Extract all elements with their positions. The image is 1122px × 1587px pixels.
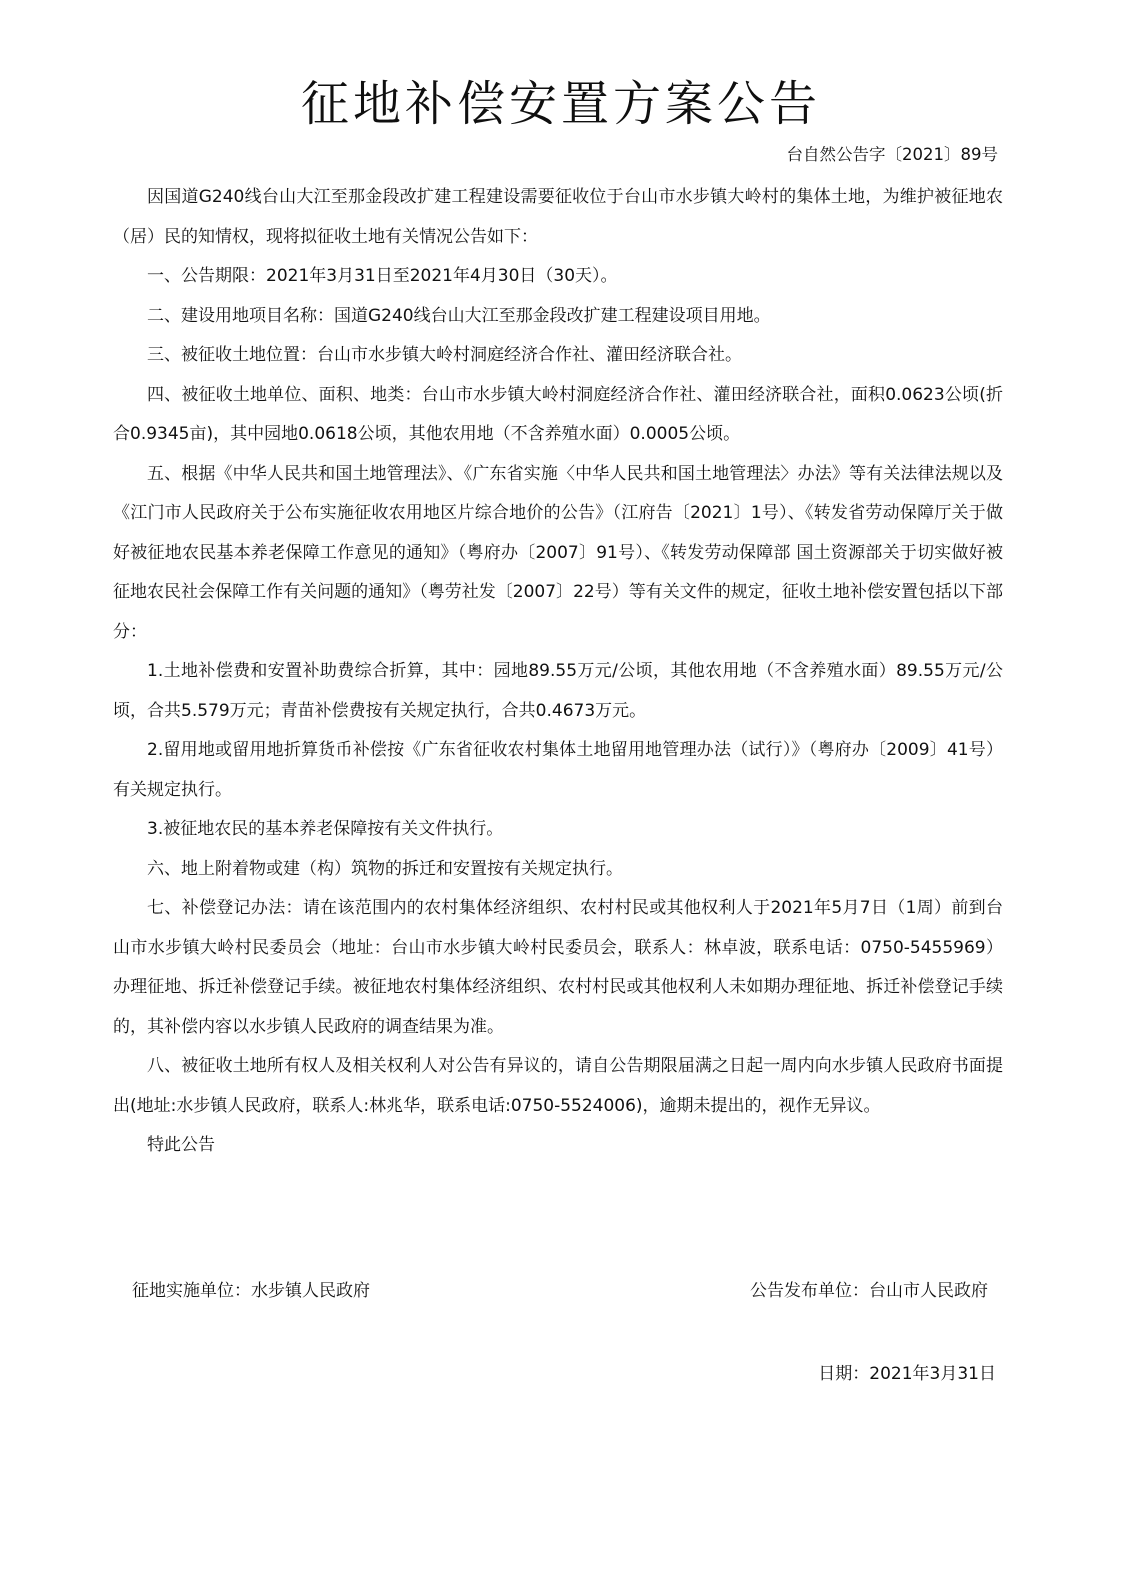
- paragraph-closing: 特此公告: [147, 1135, 215, 1155]
- intro-paragraph: 因国道G240线台山大江至那金段改扩建工程建设需要征收位于台山市水步镇大岭村的集体土地，为维护被征地农（居）民的知情权，现将拟征收土地有关情况公告如下：: [113, 187, 1003, 247]
- document-number: 台自然公告字〔2021〕89号: [786, 145, 998, 164]
- paragraph-item-3: 3.被征地农民的基本养老保障按有关文件执行。: [147, 819, 504, 839]
- paragraph-notice-period: 一、公告期限：2021年3月31日至2021年4月30日（30天）。: [147, 266, 618, 286]
- publishing-unit: 公告发布单位：台山市人民政府: [750, 1281, 988, 1301]
- paragraph-item-2: 2.留用地或留用地折算货币补偿按《广东省征收农村集体土地留用地管理办法（试行）》（粤府办〔2009〕41号）有关规定执行。: [113, 740, 1003, 800]
- document-date: 日期：2021年3月31日: [818, 1364, 996, 1384]
- document-body: [113, 178, 1003, 1166]
- paragraph-land-area: 四、被征收土地单位、面积、地类：台山市水步镇大岭村洞庭经济合作社、灌田经济联合社，面积0.0623公顷(折合0.9345亩)，其中园地0.0618公顷，其他农用地（不含养殖水面）0.0005公顷。: [113, 384, 1003, 444]
- paragraph-registration: 七、补偿登记办法：请在该范围内的农村集体经济组织、农村村民或其他权利人于2021年5月7日（1周）前到台山市水步镇大岭村民委员会（地址：台山市水步镇大岭村民委员会，联系人：林卓波，联系电话：0750-5455969）办理征地、拆迁补偿登记手续。被征地农村集体经济组织、农村村民或其他权利人未如期办理征地、拆迁补偿登记手续的，其补偿内容以水步镇人民政府的调查结果为准。: [113, 898, 1003, 1037]
- paragraph-project-name: 二、建设用地项目名称：国道G240线台山大江至那金段改扩建工程建设项目用地。: [147, 305, 771, 326]
- document-title: 征地补偿安置方案公告: [300, 76, 821, 132]
- paragraph-item-1: 1.土地补偿费和安置补助费综合折算，其中：园地89.55万元/公顷，其他农用地（不含养殖水面）89.55万元/公顷，合共5.579万元；青苗补偿费按有关规定执行，合共0.4673万元。: [113, 661, 1003, 721]
- paragraph-relocation: 六、地上附着物或建（构）筑物的拆迁和安置按有关规定执行。: [147, 858, 623, 879]
- paragraph-objection: 八、被征收土地所有权人及相关权利人对公告有异议的，请自公告期限届满之日起一周内向水步镇人民政府书面提出(地址:水步镇人民政府，联系人:林兆华，联系电话:0750-5524006)，逾期未提出的，视作无异议。: [113, 1056, 1003, 1116]
- implementing-unit: 征地实施单位：水步镇人民政府: [132, 1281, 370, 1301]
- paragraph-legal-basis: 五、根据《中华人民共和国土地管理法》、《广东省实施〈中华人民共和国土地管理法〉办法》等有关法律法规以及《江门市人民政府关于公布实施征收农用地区片综合地价的公告》（江府告〔2021〕1号）、《转发省劳动保障厅关于做好被征地农民基本养老保障工作意见的通知》（粤府办〔2007〕91号）、《转发劳动保障部 国土资源部关于切实做好被征地农民社会保障工作有关问题的通知》（粤劳社发〔2007〕22号）等有关文件的规定，征收土地补偿安置包括以下部分：: [113, 463, 1003, 642]
- paragraph-land-location: 三、被征收土地位置：台山市水步镇大岭村洞庭经济合作社、灌田经济联合社。: [147, 345, 742, 365]
